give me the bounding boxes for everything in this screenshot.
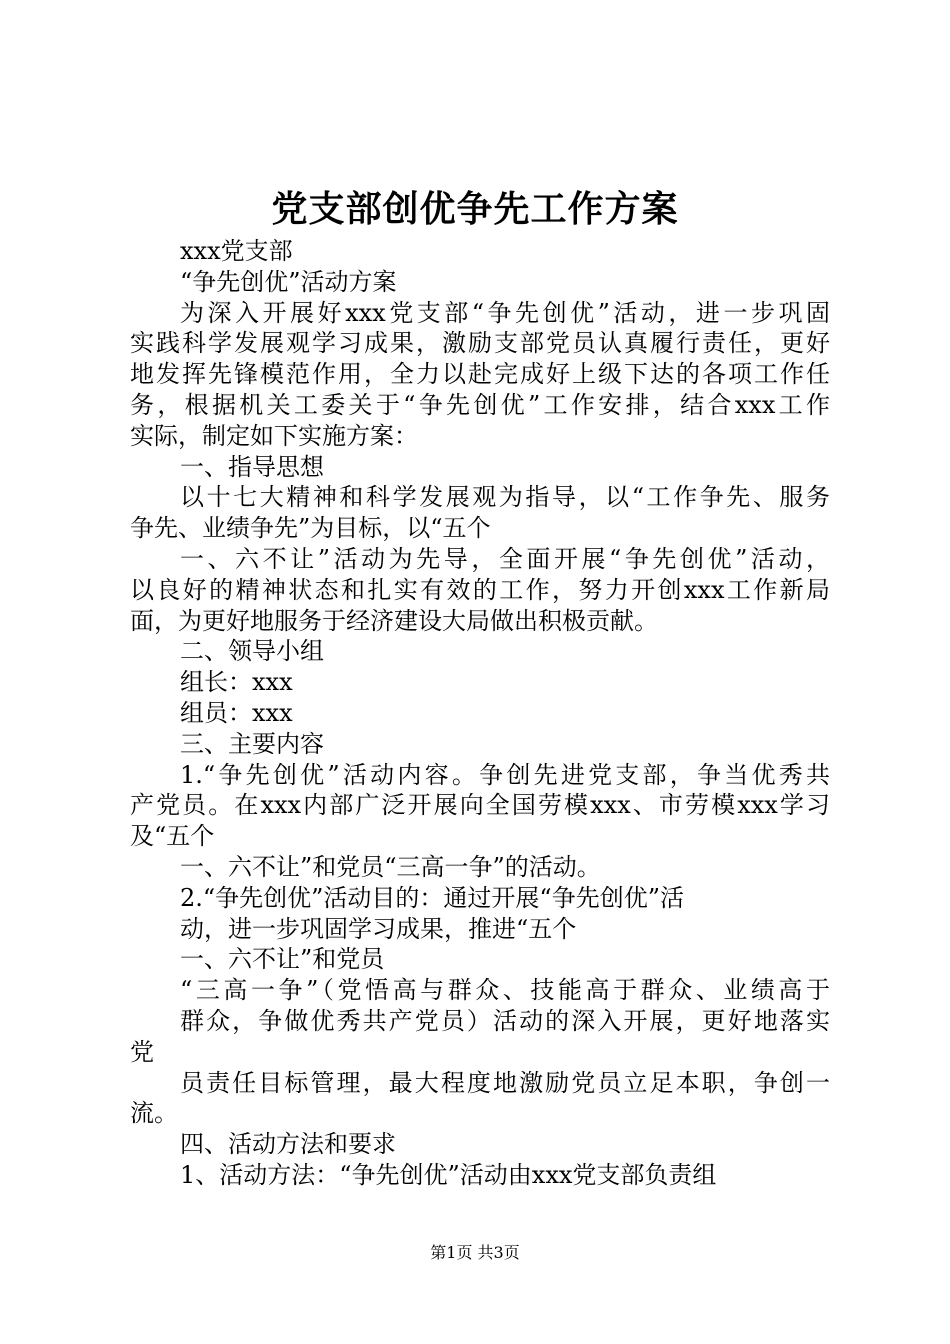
- text-line: 党: [130, 1037, 154, 1066]
- text-line: xxx党支部: [180, 237, 293, 265]
- text-line: 务，根据机关工委关于“争先创优”工作安排，结合xxx工作: [130, 390, 830, 419]
- text-line: 1.“争先创优”活动内容。争创先进党支部，争当优秀共: [180, 760, 830, 789]
- text-line: 一、六不让”和党员: [180, 945, 385, 974]
- document-body: [130, 236, 830, 1191]
- text-line: 流。: [130, 1099, 178, 1128]
- text-line: “争先创优”活动方案: [180, 267, 397, 296]
- text-line: 及“五个: [130, 822, 215, 851]
- text-line: 2.“争先创优”活动目的：通过开展“争先创优”活: [180, 883, 684, 912]
- text-line: 为深入开展好xxx党支部“争先创优”活动，进一步巩固: [180, 298, 830, 327]
- text-line: 组长：xxx: [180, 668, 293, 697]
- text-line: 动，进一步巩固学习成果，推进“五个: [180, 914, 577, 943]
- text-line: “三高一争”（党悟高与群众、技能高于群众、业绩高于: [180, 976, 830, 1005]
- text-line: 产党员。在xxx内部广泛开展向全国劳模xxx、市劳模xxx学习: [130, 791, 830, 820]
- section-heading: 一、指导思想: [180, 452, 324, 481]
- text-line: 争先、业绩争先”为目标，以“五个: [130, 514, 491, 543]
- text-line: 一、六不让”活动为先导，全面开展“争先创优”活动，: [180, 544, 830, 573]
- document-title: 党支部创优争先工作方案: [271, 188, 679, 230]
- section-heading: 四、活动方法和要求: [180, 1130, 396, 1159]
- text-line: 以良好的精神状态和扎实有效的工作，努力开创xxx工作新局: [130, 575, 830, 604]
- text-line: 地发挥先锋模范作用，全力以赴完成好上级下达的各项工作任: [130, 360, 830, 389]
- text-line: 1、活动方法：“争先创优”活动由xxx党支部负责组: [180, 1160, 717, 1189]
- section-heading: 二、领导小组: [180, 637, 324, 666]
- text-line: 群众，争做优秀共产党员）活动的深入开展，更好地落实: [180, 1006, 830, 1035]
- text-line: 组员：xxx: [180, 698, 293, 727]
- page-footer: 第1页 共3页: [430, 1243, 520, 1262]
- text-line: 员责任目标管理，最大程度地激励党员立足本职，争创一: [180, 1068, 830, 1097]
- text-line: 面，为更好地服务于经济建设大局做出积极贡献。: [130, 606, 658, 635]
- text-line: 实际，制定如下实施方案：: [130, 421, 418, 450]
- text-line: 实践科学发展观学习成果，激励支部党员认真履行责任，更好: [130, 329, 830, 358]
- section-heading: 三、主要内容: [180, 729, 324, 758]
- text-line: 以十七大精神和科学发展观为指导，以“工作争先、服务: [180, 483, 830, 512]
- text-line: 一、六不让”和党员“三高一争”的活动。: [180, 852, 601, 881]
